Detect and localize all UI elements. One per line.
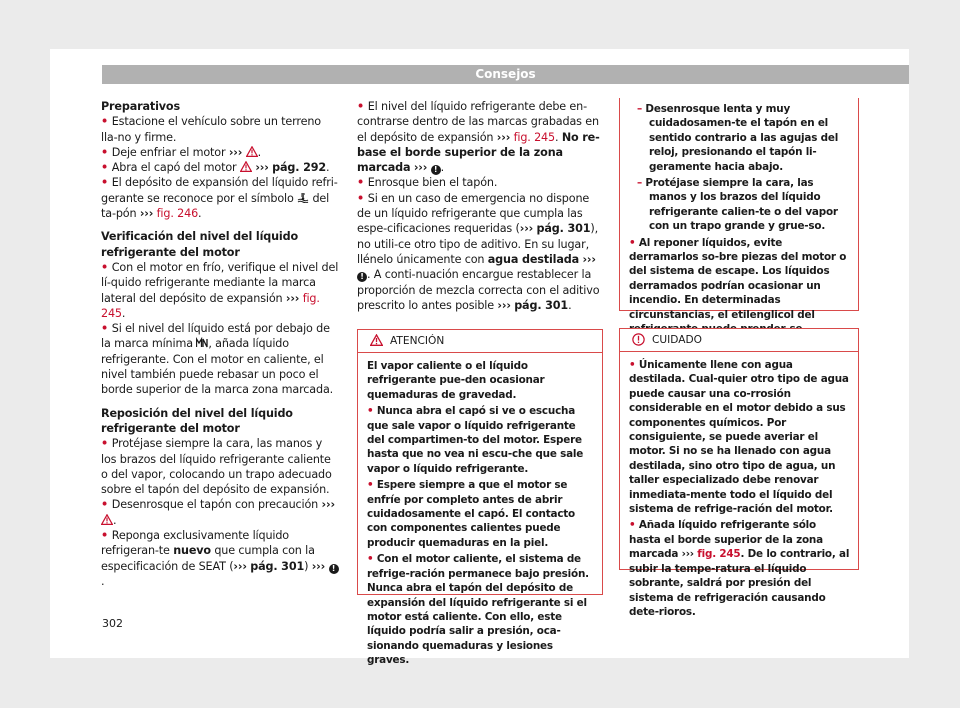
list-item: • El depósito de expansión del líquido refri-gerante se reconoce por el símbolo del ta-pón ››› fig. 246. bbox=[101, 175, 339, 221]
list-item: • Si el nivel del líquido está por debajo de la marca mínima , añada líquido refrigerante. Con el motor en caliente, el nivel también puede rebasar un poco el borde superior de la marca zona marcada. bbox=[101, 321, 339, 397]
list-item: • Con el motor en frío, verifique el nivel del lí-quido refrigerante mediante la marca lateral del depósito de expansión ››› fig. 245. bbox=[101, 260, 339, 321]
page-number: 302 bbox=[102, 617, 123, 630]
warning-item: • Al reponer líquidos, evite derramarlos so-bre piezas del motor o del sistema de escape. Los líquidos derramados podrían ocasionar un incendio. En determinadas circunstancias, el etilenglicol del bbox=[629, 236, 850, 337]
warning-triangle-icon bbox=[240, 161, 252, 172]
caution-body bbox=[620, 352, 858, 619]
figure-link[interactable]: fig. 245 bbox=[513, 130, 555, 144]
caution-box bbox=[619, 328, 859, 618]
info-icon: ! bbox=[329, 564, 339, 574]
figure-link[interactable]: fig. 246 bbox=[156, 207, 199, 221]
min-mark-icon bbox=[196, 337, 208, 348]
caution-box-header bbox=[620, 329, 858, 352]
info-icon: ! bbox=[357, 272, 367, 282]
caution-title: CUIDADO bbox=[652, 334, 702, 346]
info-circle-icon bbox=[632, 333, 645, 346]
warning-item: • Nunca abra el capó si ve o escucha que sale vapor o líquido refrigerante del compartimen-to del motor. Espere hasta que no vea ni escu-che que sale vapor o líquido refrigerante. bbox=[367, 404, 594, 476]
list-item: • Abra el capó del motor ››› pág. 292. bbox=[101, 160, 339, 175]
warning-item: • Con el motor caliente, el sistema de refrige-ración permanece bajo presión. Nunca abra el tapón del depósito de expansión del líquido refrigerante si el motor está caliente. Con ello, este líquido podría salir a presión, oca-sionando quemaduras y lesiones graves. bbox=[367, 552, 594, 667]
warning-title: ATENCIÓN bbox=[390, 335, 445, 347]
warning-box bbox=[357, 329, 603, 667]
list-item: • Protéjase siempre la cara, las manos y los brazos del líquido refrigerante caliente o del vapor, colocando un trapo adecuado sobre el tapón del depósito de expansión. bbox=[101, 436, 339, 497]
page-link[interactable]: pág. 301 bbox=[514, 298, 569, 312]
figure-link[interactable]: fig. 245 bbox=[101, 291, 320, 320]
column-left bbox=[101, 99, 339, 589]
list-item: • El nivel del líquido refrigerante debe en-contrarse dentro de las marcas grabadas en el depósito de expansión ››› fig. 245. No re-base el borde superior de la zona marcada ››› ! . bbox=[357, 99, 601, 175]
page-link[interactable]: pág. 301 bbox=[250, 559, 305, 573]
column-middle bbox=[357, 99, 601, 313]
heading-verificacion: Verificación del nivel del líquido refrigerante del motor bbox=[101, 230, 299, 259]
manual-page bbox=[50, 49, 909, 667]
warning-subitem: – Desenrosque lenta y muy cuidadosamen-te el tapón en el sentido contrario a las agujas del reloj, presionando el tapón li-geramente hacia abajo. bbox=[629, 102, 850, 174]
page-link[interactable]: pág. 301 bbox=[536, 222, 591, 236]
warning-text: El vapor caliente o el líquido refrigerante pue-den ocasionar quemaduras de gravedad. bbox=[367, 360, 545, 401]
caution-item: • Únicamente llene con agua destilada. Cual-quier otro tipo de agua puede causar una co-rrosión considerable en el motor debido a sus componentes químicos. Por consiguiente, se puede averiar el motor. Si no se ha llenado con agua destilada, sino otro tipo de agua, un taller especializado debe renovar inmediata-mente todo el líquido del sistema de refrige-ración del motor. bbox=[629, 358, 850, 516]
list-item: • Desenrosque el tapón con precaución ››› . bbox=[101, 497, 339, 528]
caution-item: • Añada líquido refrigerante sólo hasta el borde superior de la zona marcada ››› fig. 245. De lo contrario, al subir la tempe-ratura el líquido sobrante, saldrá por presión del sistema de refrigeración causando dete-rioros. bbox=[629, 518, 850, 619]
list-item: • Reponga exclusivamente líquido refrigeran-te nuevo que cumpla con la especificación de SEAT (››› pág. 301) ››› !. bbox=[101, 528, 339, 589]
warning-body bbox=[358, 353, 602, 668]
list-item: • Enrosque bien el tapón. bbox=[357, 175, 601, 190]
coolant-symbol-icon bbox=[297, 192, 309, 203]
list-item: • Si en un caso de emergencia no dispone de un líquido refrigerante que cumpla las espe-cificaciones requeridas (››› pág. 301), no utili-ce otro tipo de aditivo. En su lugar, llénelo únicamente con agua destilada ››› ! . A conti-nuación encargue restablecer la proporción de mezcla correcta con el aditivo prescrito lo antes posible ››› pág. 301. bbox=[357, 191, 601, 313]
page-link[interactable]: pág. 292 bbox=[272, 161, 326, 175]
heading-preparativos: Preparativos bbox=[101, 100, 180, 113]
warning-triangle-icon bbox=[246, 146, 258, 157]
warning-item: • Espere siempre a que el motor se enfríe por completo antes de abrir cuidadosamente el capó. El contacto con componentes calientes puede producir quemaduras en la piel. bbox=[367, 478, 594, 550]
warning-body bbox=[620, 98, 858, 337]
list-item: • Deje enfriar el motor ››› . bbox=[101, 145, 339, 160]
warning-box-continued bbox=[619, 98, 859, 321]
warning-triangle-icon bbox=[370, 334, 383, 346]
info-icon: ! bbox=[431, 165, 441, 175]
list-item: • Estacione el vehículo sobre un terreno lla-no y firme. bbox=[101, 114, 339, 145]
warning-triangle-icon bbox=[101, 514, 113, 525]
warning-subitem: – Protéjase siempre la cara, las manos y los brazos del líquido refrigerante calien-te o del vapor con un trapo grande y grue-so. bbox=[629, 176, 850, 234]
warning-box-header bbox=[358, 330, 602, 353]
figure-link[interactable]: fig. 245 bbox=[697, 548, 741, 561]
section-header: Consejos bbox=[102, 65, 909, 84]
heading-reposicion: Reposición del nivel del líquido refrigerante del motor bbox=[101, 406, 293, 435]
